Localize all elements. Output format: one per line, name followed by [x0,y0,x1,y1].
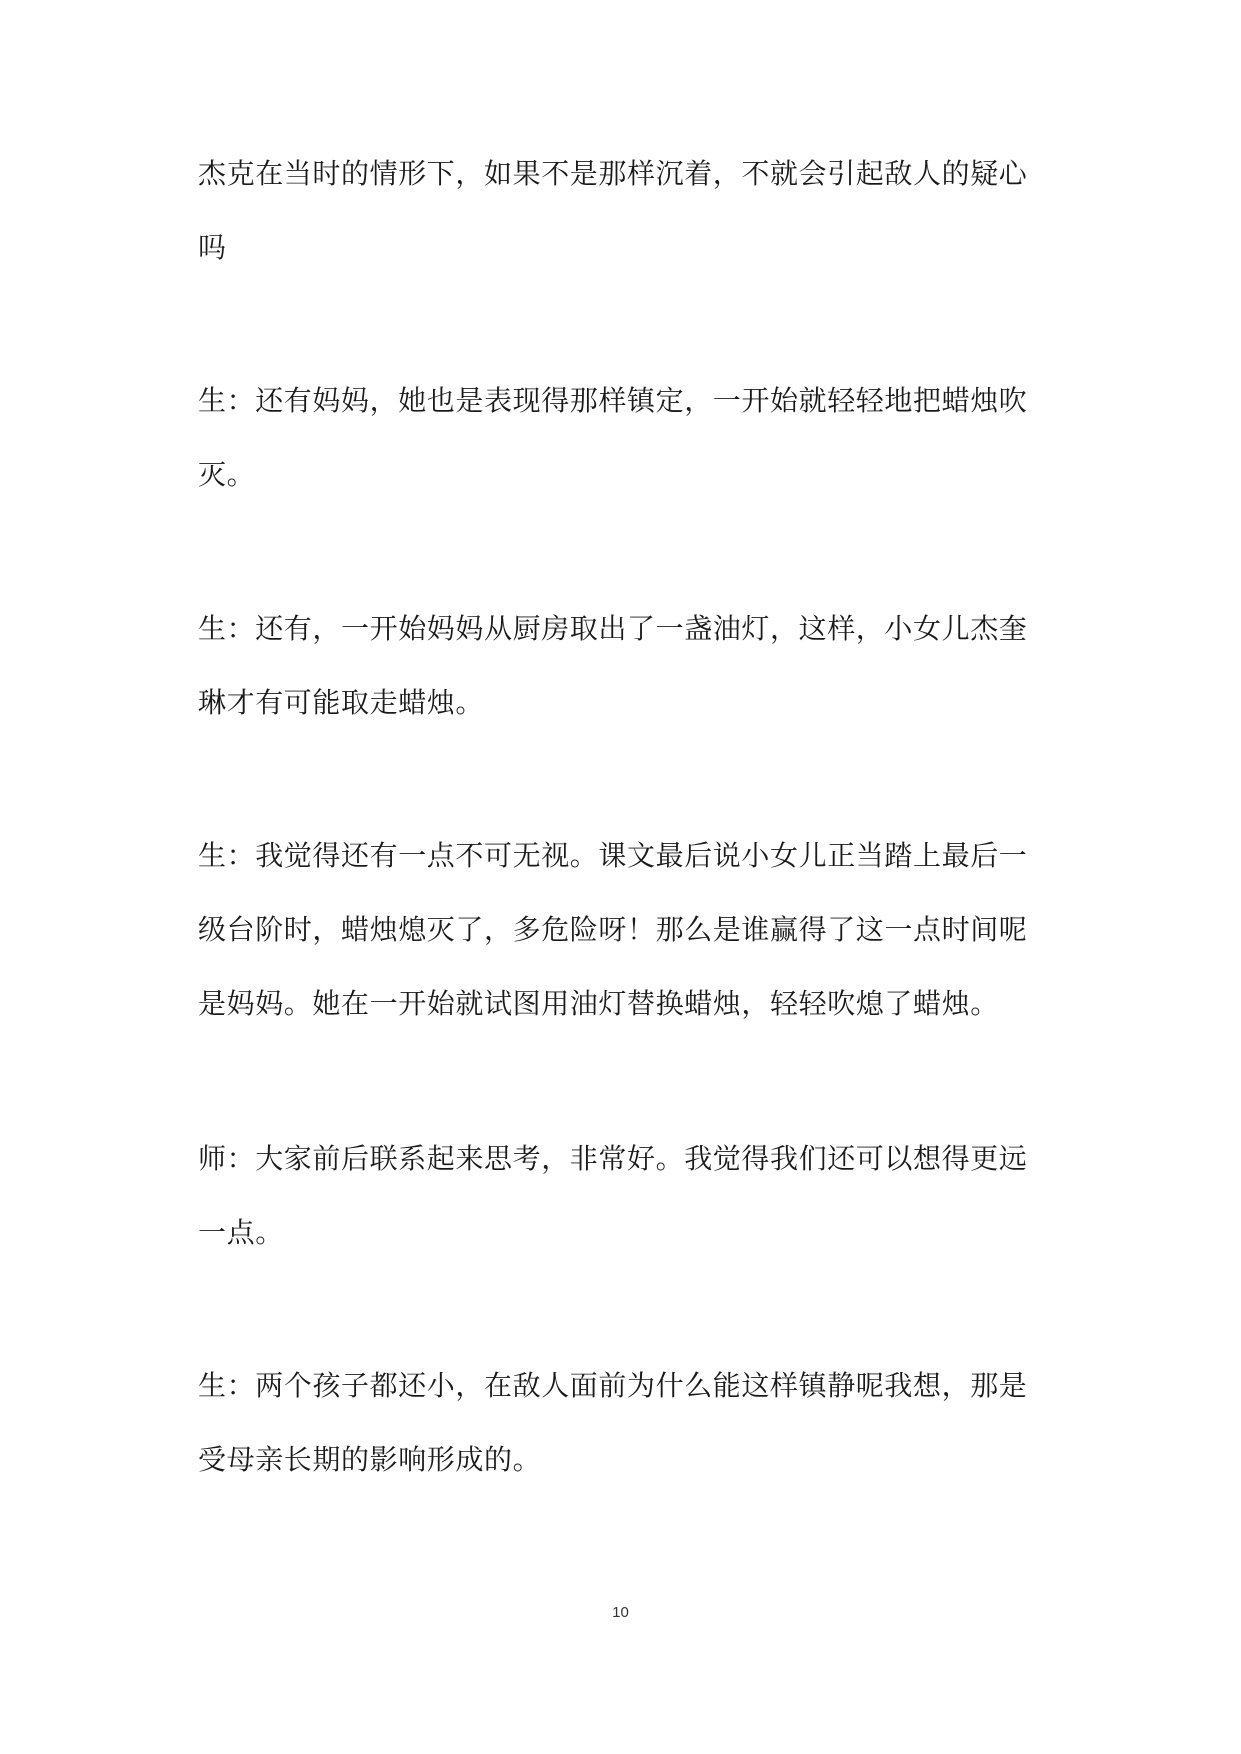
paragraph-line: 级台阶时，蜡烛熄灭了，多危险呀！那么是谁赢得了这一点时间呢 [198,913,1028,946]
paragraph-3 [198,592,1058,740]
paragraph-line: 生：两个孩子都还小，在敌人面前为什么能这样镇静呢我想，那是 [198,1369,1028,1402]
paragraph-6 [198,1349,1058,1497]
paragraph-line: 灭。 [198,458,256,491]
paragraph-2 [198,364,1058,512]
paragraph-4 [198,819,1058,1041]
paragraph-line: 是妈妈。她在一开始就试图用油灯替换蜡烛，轻轻吹熄了蜡烛。 [198,987,999,1020]
page-number: 10 [612,1604,629,1621]
paragraph-line: 吗 [198,231,227,264]
paragraph-line: 生：我觉得还有一点不可无视。课文最后说小女儿正当踏上最后一 [198,839,1028,872]
paragraph-line: 师：大家前后联系起来思考，非常好。我觉得我们还可以想得更远 [198,1142,1028,1175]
paragraph-1 [198,137,1058,285]
paragraph-line: 一点。 [198,1216,284,1249]
paragraph-line: 生：还有，一开始妈妈从厨房取出了一盏油灯，这样，小女儿杰奎 [198,612,1028,645]
paragraph-5 [198,1122,1058,1270]
paragraph-line: 受母亲长期的影响形成的。 [198,1443,542,1476]
paragraph-line: 杰克在当时的情形下，如果不是那样沉着，不就会引起敌人的疑心 [198,157,1028,190]
paragraph-line: 生：还有妈妈，她也是表现得那样镇定，一开始就轻轻地把蜡烛吹 [198,384,1028,417]
paragraph-line: 琳才有可能取走蜡烛。 [198,686,485,719]
